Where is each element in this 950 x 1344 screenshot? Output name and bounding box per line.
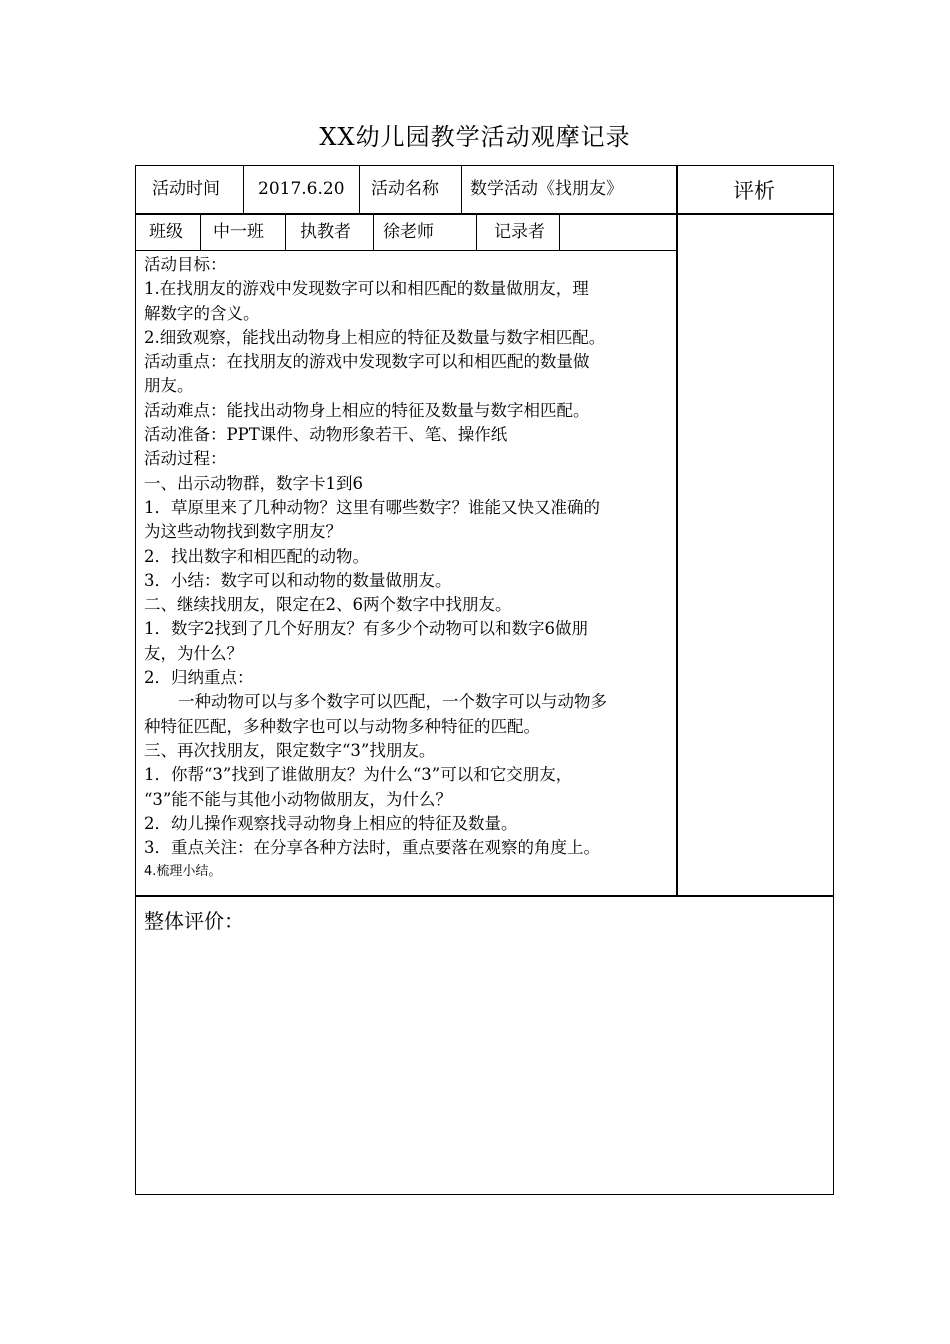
overall-evaluation-label: 整体评价： bbox=[144, 909, 244, 933]
content-line: 2．幼儿操作观察找寻动物身上相应的特征及数量。 bbox=[144, 813, 518, 833]
row-divider-overall bbox=[135, 895, 834, 897]
content-line: 活动重点：在找朋友的游戏中发现数字可以和相匹配的数量做 bbox=[144, 352, 590, 372]
row-divider-info bbox=[135, 250, 677, 251]
content-line: 1．草原里来了几种动物？这里有哪些数字？谁能又快又准确的 bbox=[144, 497, 600, 517]
content-line: 2．归纳重点： bbox=[144, 668, 254, 688]
analysis-column-divider bbox=[676, 165, 678, 895]
activity-name-label: 活动名称 bbox=[371, 179, 439, 199]
content-line: 二、继续找朋友，限定在2、6两个数字中找朋友。 bbox=[144, 595, 512, 615]
content-line: 2．找出数字和相匹配的动物。 bbox=[144, 546, 369, 566]
content-line: 1．数字2找到了几个好朋友？有多少个动物可以和数字6做朋 bbox=[144, 619, 588, 639]
col-divider bbox=[559, 213, 560, 250]
content-line: 三、再次找朋友，限定数字“3”找朋友。 bbox=[144, 740, 436, 760]
col-divider bbox=[373, 213, 374, 250]
time-value: 2017.6.20 bbox=[258, 179, 345, 199]
content-line: 为这些动物找到数字朋友？ bbox=[144, 522, 342, 542]
activity-name-value: 数学活动《找朋友》 bbox=[470, 179, 623, 199]
activity-content bbox=[144, 253, 672, 884]
col-divider bbox=[243, 165, 244, 213]
content-line: 3．重点关注：在分享各种方法时，重点要落在观察的角度上。 bbox=[144, 838, 600, 858]
content-line: 一、出示动物群，数字卡1到6 bbox=[144, 473, 363, 493]
col-divider bbox=[285, 213, 286, 250]
content-line: 2.细致观察，能找出动物身上相应的特征及数量与数字相匹配。 bbox=[144, 327, 606, 347]
content-line: 1．你帮“3”找到了谁做朋友？为什么“3”可以和它交朋友， bbox=[144, 765, 573, 785]
content-line: 活动准备：PPT课件、动物形象若干、笔、操作纸 bbox=[144, 425, 508, 445]
time-label: 活动时间 bbox=[152, 179, 220, 199]
teacher-label: 执教者 bbox=[300, 222, 351, 242]
col-divider bbox=[476, 213, 477, 250]
content-line: 3．小结：数字可以和动物的数量做朋友。 bbox=[144, 570, 452, 590]
content-line: 种特征匹配，多种数字也可以与动物多种特征的匹配。 bbox=[144, 716, 540, 736]
teacher-value: 徐老师 bbox=[383, 222, 434, 242]
content-line: 一种动物可以与多个数字可以匹配，一个数字可以与动物多 bbox=[178, 692, 607, 712]
content-line: 活动过程： bbox=[144, 449, 227, 469]
content-line: “3”能不能与其他小动物做朋友，为什么？ bbox=[144, 789, 452, 809]
content-line: 活动难点：能找出动物身上相应的特征及数量与数字相匹配。 bbox=[144, 400, 590, 420]
row-divider-header bbox=[135, 213, 834, 215]
class-label: 班级 bbox=[149, 222, 183, 242]
class-value: 中一班 bbox=[213, 222, 264, 242]
content-line: 4.梳理小结。 bbox=[144, 864, 222, 880]
recorder-label: 记录者 bbox=[494, 222, 545, 242]
content-line: 1.在找朋友的游戏中发现数字可以和相匹配的数量做朋友，理 bbox=[144, 279, 589, 299]
content-line: 友，为什么？ bbox=[144, 643, 243, 663]
col-divider bbox=[200, 213, 201, 250]
col-divider bbox=[461, 165, 462, 213]
content-line: 解数字的含义。 bbox=[144, 303, 260, 323]
page-title: XX幼儿园教学活动观摩记录 bbox=[319, 123, 631, 151]
content-line: 活动目标： bbox=[144, 255, 227, 274]
col-divider bbox=[359, 165, 360, 213]
analysis-label: 评析 bbox=[733, 179, 775, 203]
content-line: 朋友。 bbox=[144, 376, 194, 396]
